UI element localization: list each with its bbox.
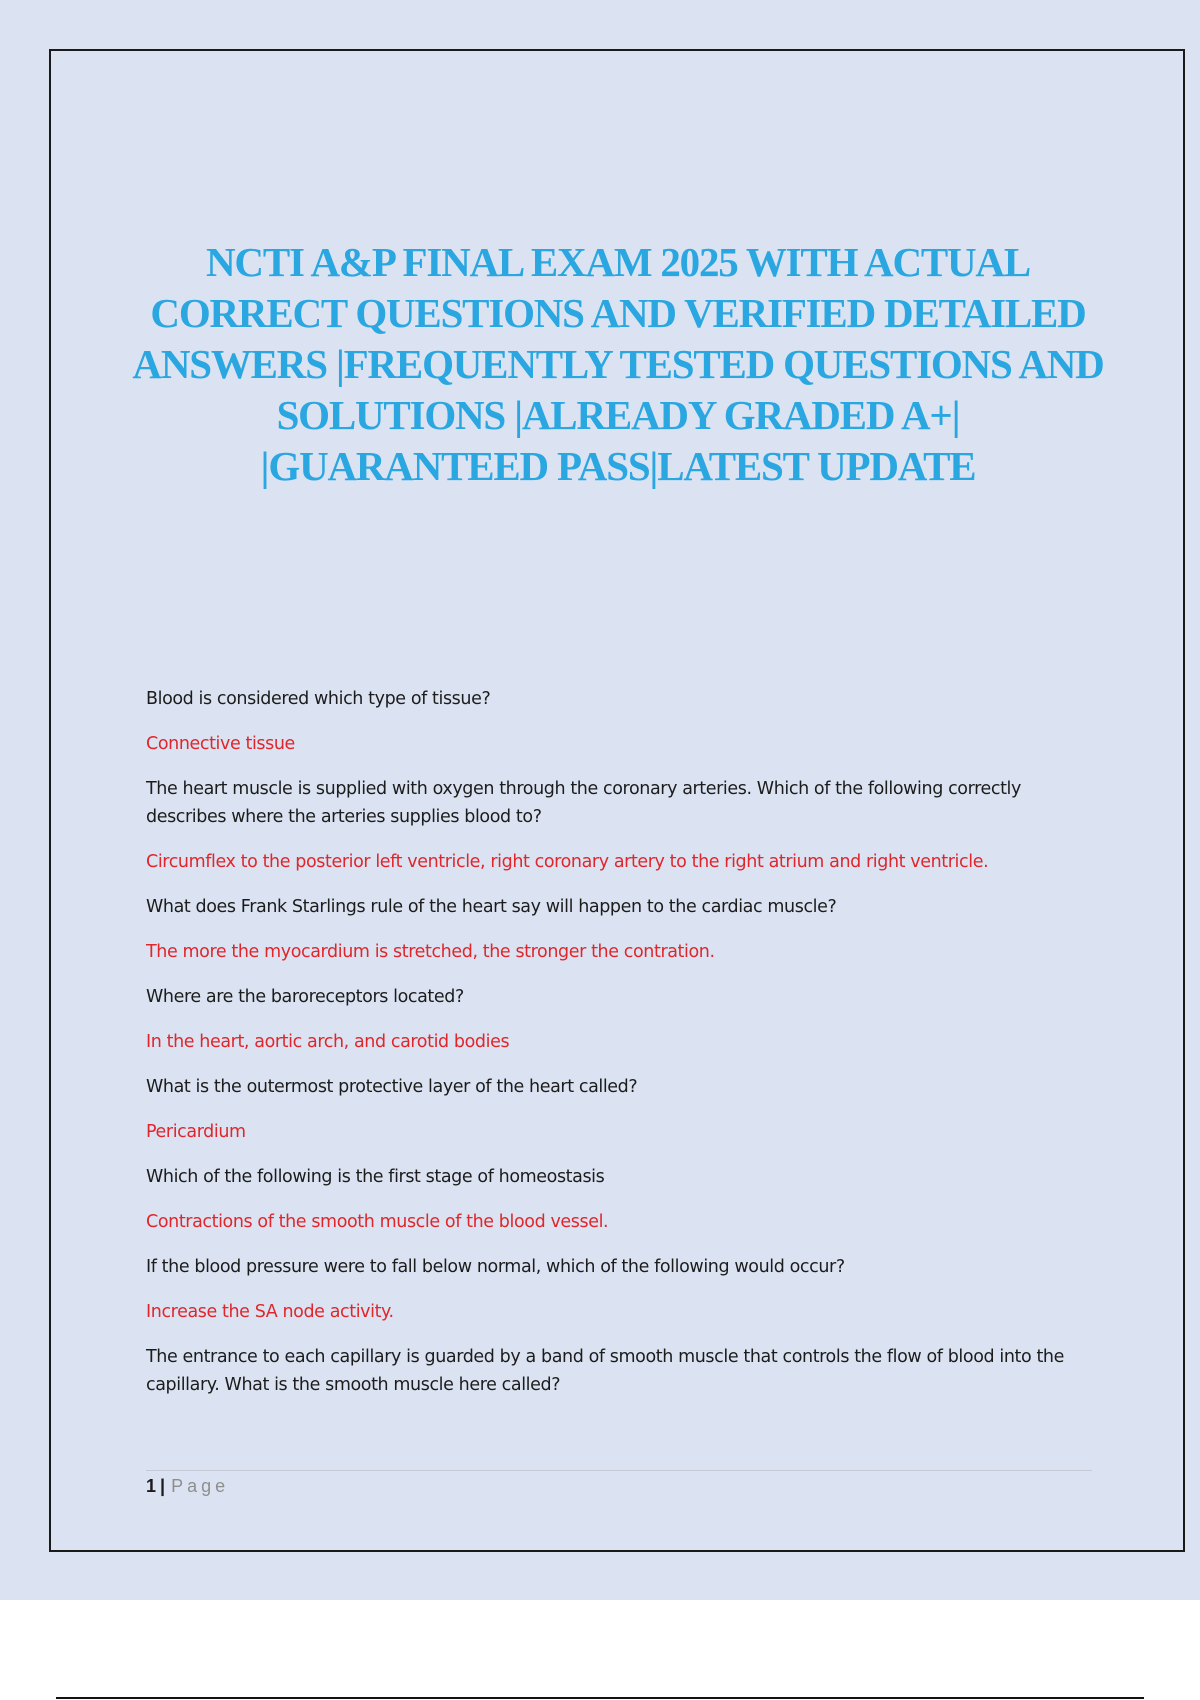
answer-7: Increase the SA node activity. xyxy=(146,1302,394,1322)
page-footer xyxy=(146,1474,229,1498)
bottom-divider xyxy=(56,1697,1144,1699)
question-4: Where are the baroreceptors located? xyxy=(146,987,464,1007)
footer-divider xyxy=(146,1470,1092,1471)
answer-6: Contractions of the smooth muscle of the blood vessel. xyxy=(146,1212,609,1232)
qa-list xyxy=(146,685,1096,1399)
question-3: What does Frank Starlings rule of the heart say will happen to the cardiac muscle? xyxy=(146,897,837,917)
question-8: The entrance to each capillary is guarded by a band of smooth muscle that controls the flow of blood into the capillary. What is the smooth muscle here called? xyxy=(146,1347,1064,1395)
question-5: What is the outermost protective layer of the heart called? xyxy=(146,1077,638,1097)
answer-4: In the heart, aortic arch, and carotid bodies xyxy=(146,1032,510,1052)
question-6: Which of the following is the first stage of homeostasis xyxy=(146,1167,605,1187)
page-separator: | xyxy=(160,1476,166,1496)
page-label: Page xyxy=(171,1476,230,1496)
document-title: NCTI A&P FINAL EXAM 2025 WITH ACTUAL CORRECT QUESTIONS AND VERIFIED DETAILED ANSWERS |FREQUENTLY TESTED QUESTIONS AND SOLUTIONS |ALREADY GRADED A+| |GUARANTEED PASS|LATEST UPDATE xyxy=(132,239,1104,489)
answer-2: Circumflex to the posterior left ventricle, right coronary artery to the right atrium and right ventricle. xyxy=(146,852,989,872)
question-1: Blood is considered which type of tissue? xyxy=(146,689,491,709)
answer-5: Pericardium xyxy=(146,1122,246,1142)
answer-3: The more the myocardium is stretched, the stronger the contration. xyxy=(146,942,715,962)
page-number: 1 xyxy=(146,1476,157,1496)
question-2: The heart muscle is supplied with oxygen through the coronary arteries. Which of the following correctly describes where the arteries supplies blood to? xyxy=(146,779,1021,827)
question-7: If the blood pressure were to fall below normal, which of the following would occur? xyxy=(146,1257,845,1277)
answer-1: Connective tissue xyxy=(146,734,295,754)
